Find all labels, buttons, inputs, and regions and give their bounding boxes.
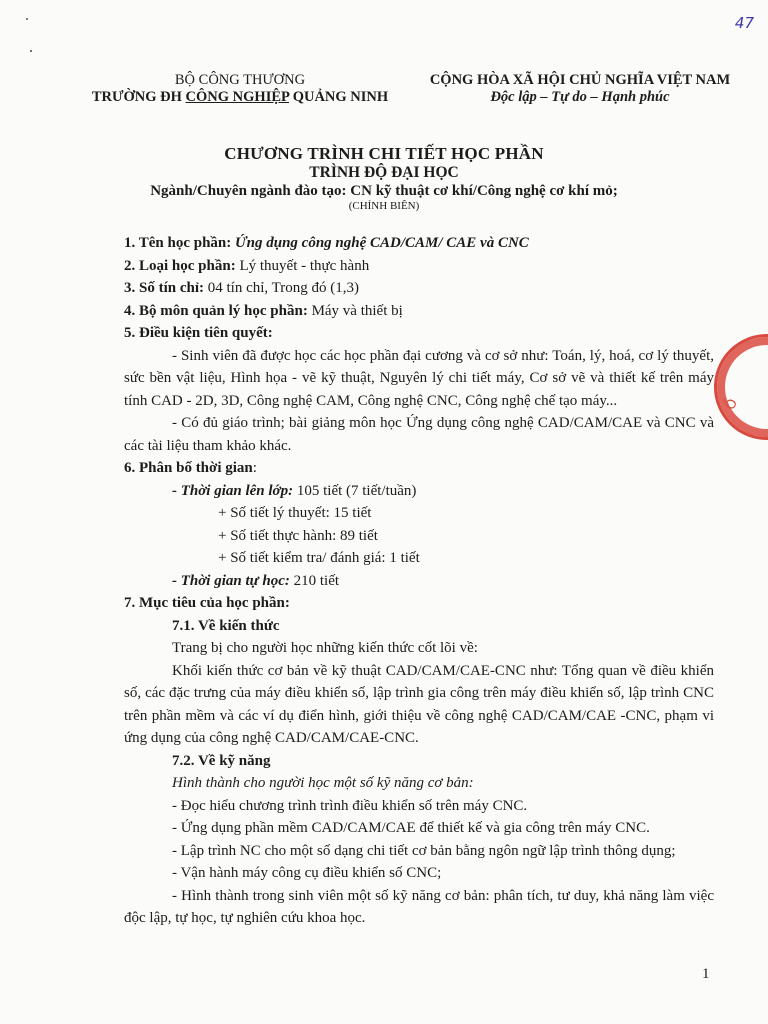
credit-count: 04 tín chỉ, Trong đó (1,3) bbox=[207, 280, 360, 296]
section-6-heading bbox=[124, 457, 714, 480]
section-7-1-heading: 7.1. Về kiến thức bbox=[172, 617, 280, 634]
section-2 bbox=[124, 255, 714, 278]
prerequisite-paragraph: - Có đủ giáo trình; bài giảng môn học Ứng dụng công nghệ CAD/CAM/CAE và CNC và các tài liệu tham khảo khác. bbox=[124, 415, 714, 454]
skills-intro: Hình thành cho người học một số kỹ năng cơ bản: bbox=[172, 775, 474, 791]
course-name: Ứng dụng công nghệ CAD/CAM/ CAE và CNC bbox=[235, 235, 529, 251]
page-number: 1 bbox=[702, 966, 710, 982]
red-seal-stamp bbox=[714, 334, 768, 440]
department-name: Máy và thiết bị bbox=[311, 302, 403, 319]
ministry-block bbox=[82, 72, 398, 106]
university-name bbox=[82, 89, 398, 106]
knowledge-intro: Trang bị cho người học những kiến thức cốt lõi về: bbox=[172, 640, 478, 656]
university-name-part: TRƯỜNG ĐH bbox=[91, 89, 186, 105]
prerequisite-paragraph: - Sinh viên đã được học các học phần đại cương và cơ sở như: Toán, lý, hoá, cơ lý thuyết, sức bền vật liệu, Hình họa - vẽ kỹ thuật, Nguyên lý chi tiết máy, Cơ sở vẽ và thiết kế trên máy tính CAD - 2D, 3D, Công nghệ CAM, Công nghệ CNC, Công nghệ chế tạo máy... bbox=[124, 347, 714, 409]
practice-hours: + Số tiết thực hành: 89 tiết bbox=[218, 527, 378, 544]
section-1 bbox=[124, 232, 714, 255]
time-value: 210 tiết bbox=[293, 572, 340, 589]
major-line: Ngành/Chuyên ngành đào tạo: CN kỹ thuật cơ khí/Công nghệ cơ khí mỏ; bbox=[150, 183, 618, 199]
national-motto: Độc lập – Tự do – Hạnh phúc bbox=[490, 89, 670, 105]
section-label: 6. Phân bố thời gian bbox=[124, 460, 253, 476]
skill-item: - Vận hành máy công cụ điều khiển số CNC; bbox=[172, 865, 442, 881]
section-4 bbox=[124, 300, 714, 323]
section-7-2-heading: 7.2. Về kỹ năng bbox=[172, 752, 271, 769]
stamp-lettering: Ồ bbox=[723, 397, 741, 412]
section-label: 4. Bộ môn quản lý học phần: bbox=[124, 302, 312, 319]
section-label: 3. Số tín chỉ: bbox=[124, 280, 208, 296]
theory-hours: + Số tiết lý thuyết: 15 tiết bbox=[218, 505, 372, 521]
self-study-time bbox=[124, 570, 714, 593]
document-body bbox=[124, 232, 714, 930]
university-name-part: QUẢNG NINH bbox=[289, 89, 389, 105]
section-7-heading: 7. Mục tiêu của học phần: bbox=[124, 595, 290, 611]
exam-hours: + Số tiết kiểm tra/ đánh giá: 1 tiết bbox=[218, 550, 420, 566]
scan-speck bbox=[30, 50, 32, 52]
section-3 bbox=[124, 277, 714, 300]
heading-colon: : bbox=[252, 460, 257, 476]
class-time bbox=[124, 480, 714, 503]
time-label: - Thời gian tự học: bbox=[172, 572, 294, 589]
country-name: CỘNG HÒA XÃ HỘI CHỦ NGHĨA VIỆT NAM bbox=[429, 72, 731, 88]
university-name-underlined: CÔNG NGHIỆP bbox=[185, 89, 290, 105]
ministry-name: BỘ CÔNG THƯƠNG bbox=[174, 72, 306, 88]
national-motto-block bbox=[410, 72, 750, 106]
course-type: Lý thuyết - thực hành bbox=[239, 257, 370, 274]
education-level: TRÌNH ĐỘ ĐẠI HỌC bbox=[309, 164, 459, 181]
document-title: CHƯƠNG TRÌNH CHI TIẾT HỌC PHẦN bbox=[224, 144, 544, 163]
scan-speck bbox=[26, 18, 28, 20]
knowledge-paragraph: Khối kiến thức cơ bản về kỹ thuật CAD/CAM/CAE-CNC như: Tổng quan về điều khiển số, các đặc trưng của máy điều khiển số, lập trình gia công trên máy điều khiển số, lập trình CNC trên phần mềm và các ví dụ điển hình, giới thiệu về công nghệ CAD/CAM/CAE -CNC, phạm vi ứng dụng của công nghệ CAD/CAM/CAE-CNC. bbox=[124, 662, 714, 746]
section-5-heading: 5. Điều kiện tiên quyết: bbox=[124, 325, 273, 341]
section-label: 1. Tên học phần: bbox=[124, 235, 236, 251]
skill-item: - Lập trình NC cho một số dạng chi tiết cơ bản bằng ngôn ngữ lập trình thông dụng; bbox=[172, 842, 676, 859]
edition-note: (CHỈNH BIÊN) bbox=[348, 200, 420, 212]
time-label: - Thời gian lên lớp: bbox=[172, 482, 297, 499]
skill-item: - Ứng dụng phần mềm CAD/CAM/CAE để thiết kế và gia công trên máy CNC. bbox=[172, 820, 650, 836]
skill-item: - Đọc hiểu chương trình trình điều khiển số trên máy CNC. bbox=[172, 797, 528, 814]
skill-item: - Hình thành trong sinh viên một số kỹ năng cơ bản: phân tích, tư duy, khả năng làm việc độc lập, tự học, tự nghiên cứu khoa học. bbox=[124, 887, 714, 926]
document-header bbox=[0, 72, 768, 112]
time-value: 105 tiết (7 tiết/tuần) bbox=[296, 482, 417, 499]
handwritten-page-number: 47 bbox=[734, 14, 754, 32]
section-label: 2. Loại học phần: bbox=[124, 257, 240, 274]
document-title-block bbox=[0, 144, 768, 213]
